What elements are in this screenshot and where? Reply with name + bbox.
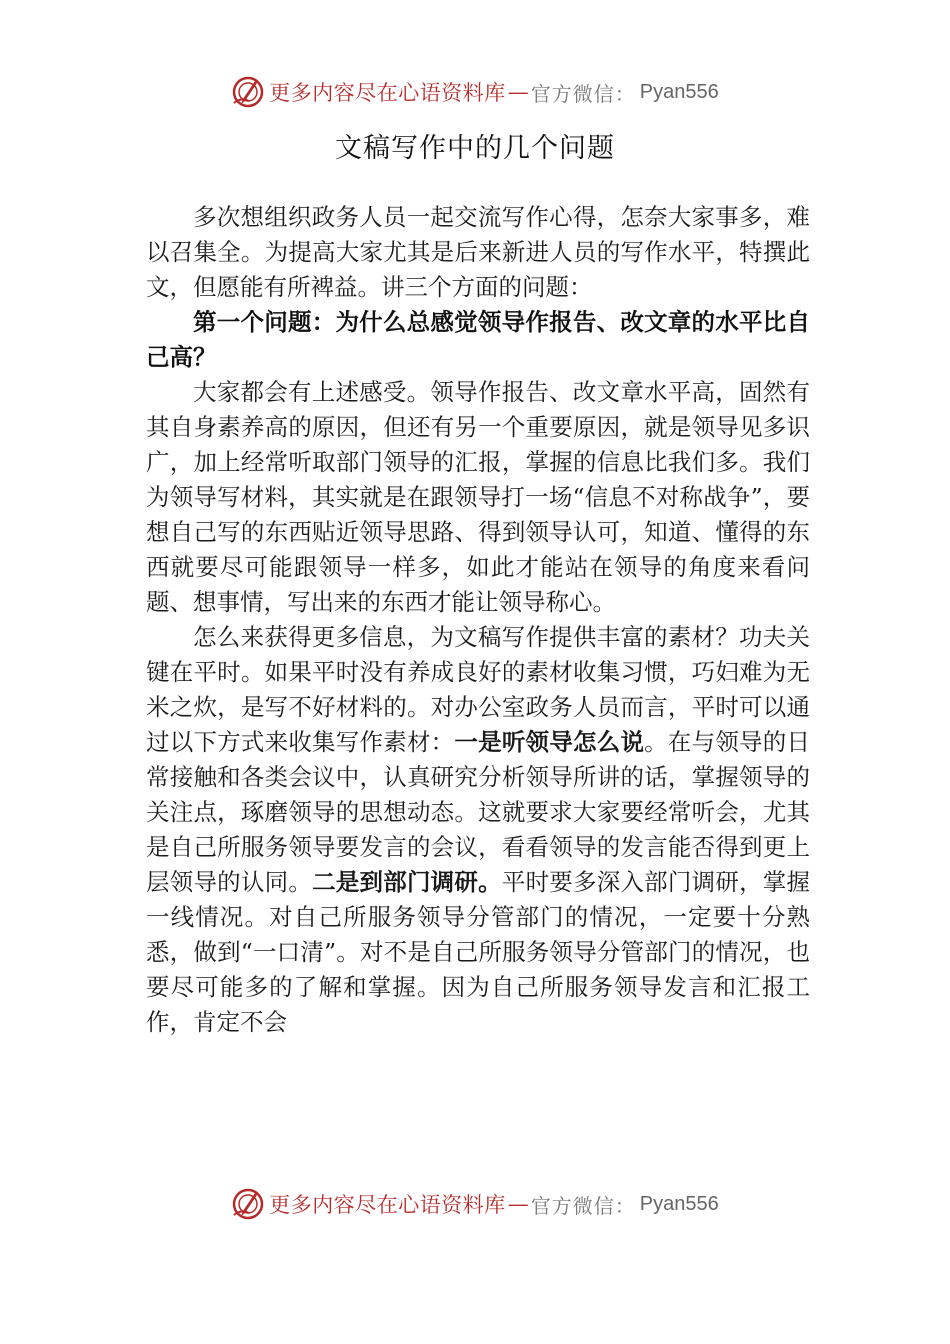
watermark-wechat-label: 官方微信： (530, 1193, 636, 1218)
header-watermark (0, 72, 950, 112)
watermark-separator: — (507, 1192, 529, 1216)
document-body (146, 200, 810, 1040)
pen-logo-icon (231, 75, 265, 109)
paragraph-2-text-1: 怎么来获得更多信息，为文稿写作提供丰富的素材？功夫关键在平时。如果平时没有养成良好的素材收集习惯，巧妇难为无米之炊，是写不好材料的。对办公室政务人员而言，平时可以通过以下方式来收集写作素材： (146, 623, 810, 756)
section-heading-1: 第一个问题：为什么总感觉领导作报告、改文章的水平比自己高？ (146, 308, 810, 371)
page-title: 文稿写作中的几个问题 (335, 133, 615, 164)
paragraph-2-text-2: 。在与领导的日常接触和各类会议中，认真研究分析领导所讲的话，掌握领导的关注点，琢磨领导的思想动态。这就要求大家要经常听会，尤其是自己所服务领导要发言的会议，看看领导的发言能否得到更上层领导的认同。 (146, 728, 811, 896)
watermark-main: 更多内容尽在心语资料库 (269, 81, 506, 105)
paragraph-2-text-3: 平时要多深入部门调研，掌握一线情况。对自己所服务领导分管部门的情况，一定要十分熟悉，做到“一口清”。对不是自己所服务领导分管部门的情况，也要尽可能多的了解和掌握。因为自己所服务领导发言和汇报工作，肯定不会 (146, 868, 811, 1036)
point-one-emphasis: 一是听领导怎么说 (454, 728, 645, 756)
footer-watermark (0, 1184, 950, 1224)
watermark-main: 更多内容尽在心语资料库 (269, 1193, 506, 1217)
watermark-wechat-id: Pyan556 (639, 80, 719, 103)
paragraph-1: 大家都会有上述感受。领导作报告、改文章水平高，固然有其自身素养高的原因，但还有另一个重要原因，就是领导见多识广，加上经常听取部门领导的汇报，掌握的信息比我们多。我们为领导写材料，其实就是在跟领导打一场“信息不对称战争”，要想自己写的东西贴近领导思路、得到领导认可，知道、懂得的东西就要尽可能跟领导一样多，如此才能站在领导的角度来看问题、想事情，写出来的东西才能让领导称心。 (146, 378, 810, 616)
watermark-wechat-label: 官方微信： (530, 81, 636, 106)
watermark-separator: — (507, 80, 529, 104)
point-two-emphasis: 二是到部门调研。 (312, 868, 502, 896)
intro-paragraph: 多次想组织政务人员一起交流写作心得，怎奈大家事多，难以召集全。为提高大家尤其是后来新进人员的写作水平，特撰此文，但愿能有所裨益。讲三个方面的问题： (146, 203, 810, 301)
paragraph-2 (146, 620, 810, 1040)
pen-logo-icon (231, 1187, 265, 1221)
watermark-wechat-id: Pyan556 (639, 1192, 719, 1215)
